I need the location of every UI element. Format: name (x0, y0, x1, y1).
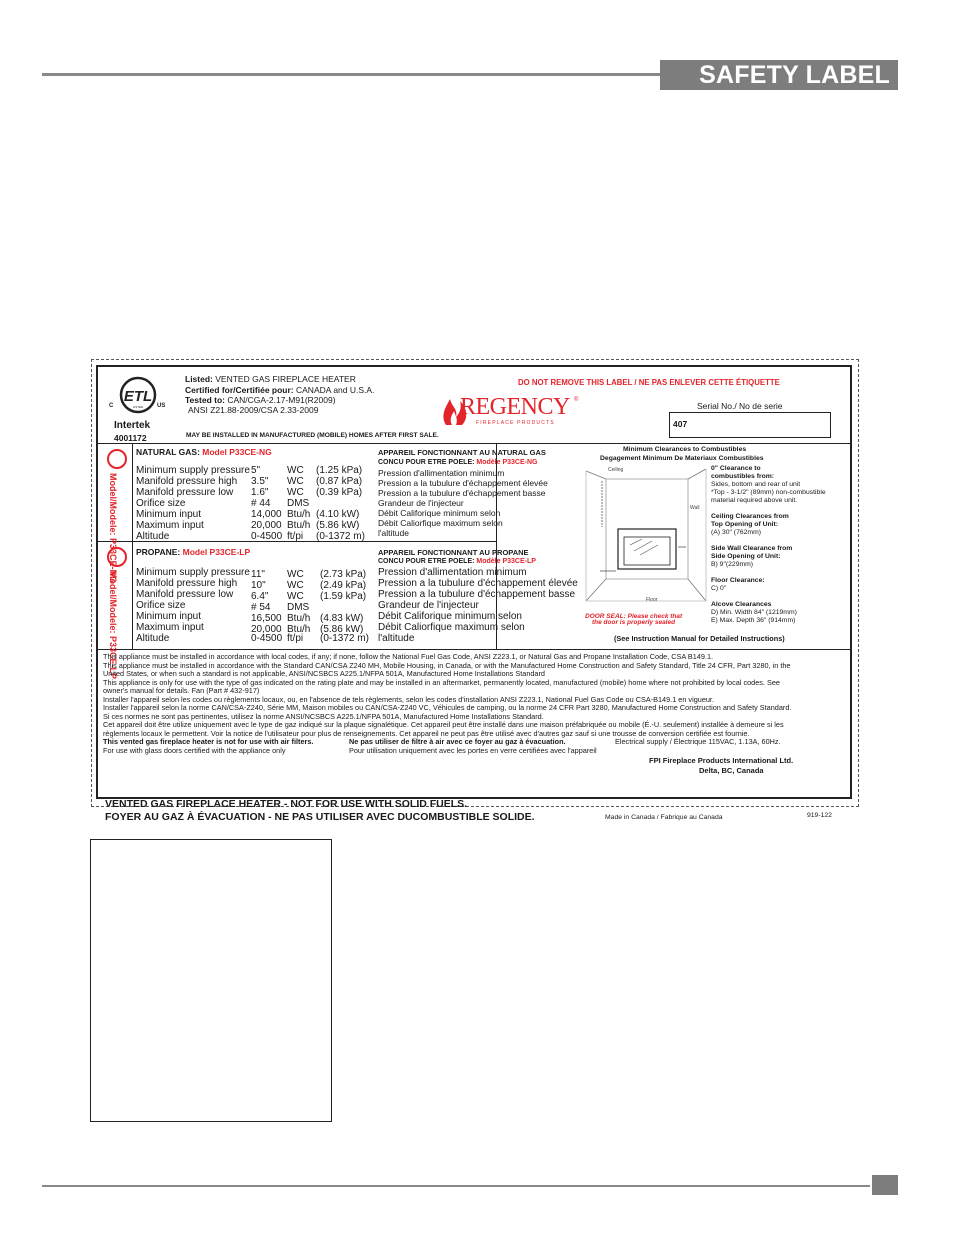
mobile-home-note: MAY BE INSTALLED IN MANUFACTURED (MOBILE) HOMES AFTER FIRST SALE. (186, 432, 439, 439)
cert-number: 4001172 (114, 433, 147, 443)
lp-check-circle (107, 547, 127, 567)
etl-us: US (157, 403, 166, 409)
clearance-title: Minimum Clearances to Combustibles (623, 446, 747, 453)
section-title-box (660, 60, 898, 90)
ng-fr-row: Débit Caliorfique maximum selon (378, 518, 503, 528)
electrical-supply: Electrical supply / Électrique 115VAC, 1.13A, 60Hz. (615, 737, 781, 746)
clearance-line: C) 0" (711, 585, 727, 592)
serial-label: Serial No./ No de serie (697, 401, 783, 411)
lp-heading: PROPANE: Model P33CE-LP (136, 547, 251, 557)
safety-label: ETL LISTED C US Intertek 4001172 Listed: VENTED GAS FIREPLACE HEATER Certified for/Certifiée pour: CANADA and U.S.A. Tested to: CAN/CGA-2.17-M91(R2009) ANSI Z21.88-2009/CSA 2.33-2009 MAY BE INSTALLED IN MANUFACTURED (MOBILE) HOMES AFTER FIRST SALE. DO NOT REMOVE THIS LABEL / NE PAS ENLEVER CETTE ÉTIQUETTE REGENCY ® FIREPLACE PRODUCTS Serial No./ No de serie 407 Model/Modele: P33CE-NG Model/Modele: P33CE-LP NATURAL GAS: Model P33CE-NG Minimum supply pressure 5" WC (1.25 kPa) Manifold pressure high 3.5" WC (0.87 kPa) Manifold pressure low 1.6" WC (0.39 kPa) Orifice size # 44 DMS Minimum input 14,000 Btu/h (4.10 kW) Maximum input 20,000 Btu/h (5.86 kW) Altitude 0-4500 ft/pi (0-1372 m) APPAREIL FONCTIONNANT AU NATURAL GAS CONCU POUR ETRE POELE: Modèle P33CE-NG Pression d'allimentation minimum Pression a la tubulure d'échappement élevée Pression a la tubulure d'échappement basse Grandeur de l'injecteur Débit Califorique minimum selon Débit Caliorfique maximum selon l'altitude PROPANE: Model P33CE-LP Minimum supply pressure 11" WC (2.73 kPa) Manifold pressure high 10" WC (2.49 kPa) Manifold pressure low 6.4" WC (1.59 kPa) Orifice size # 54 DMS Minimum input 16,500 Btu/h (4.83 kW) Maximum input 20,000 Btu/h (5.86 kW) Altitude 0-4500 ft/pi (0-1372 m) APPAREIL FONCTIONNANT AU PROPANE CONCU POUR ETRE POELE: Modèle P33CE-LP Pression d'allimentation minimum Pression a la tubulure d'échappement élevée Pression a la tubulure d'échappement basse Grandeur de l'injecteur Débit Califorique minimum selon Débit Caliorfique maximum selon l'altitude Minimum Clearances to Combustibles Degagement Minimum De Materiaux Combustibles Ceiling Wall Floor DOOR SEAL: Please check that the door is properly sealed 0" Clearance to combustibles from: Sides, bottom and rear of unit *Top - 3-1/2" (89mm) non-combustible material required above unit. Ceiling Clearances from Top Opening of Unit: (A) 30" (762mm) Side Wall Clearance from Side Opening of Unit: B) 9"(229mm) Floor Clearance: C) 0" Alcove Clearances D) Min. Width 84" (1219mm) E) Max. Depth 36" (914mm) (See Instruction Manual for Detailed Instructions) This appliance must be installed in accordance with local codes, if any; if none, follow the National Fuel Gas Code, ANSI Z223.1, or Natural Gas and Propane Installation Code, CSA B149.1. This appliance must be installed in accordance with the Standard CAN/CSA Z240 MH, Mobile Housing, in Canada, or with the Manufactured Home Construction and Safety Standard, Title 24 CFR, Part 3280, in the United States, or when such a standard is not applicable, ANSI/NCSBCS A225.1/NFPA 501A, Manufactured Home Installations Standard This appliance is only for use with the type of gas indicated on the rating plate and may be installed in an aftermarket, permanently located, manufactured (mobile) home where not prohibited by local codes. See owner's manual for details. Fan (Part # 432-917) Installer l'appareil selon les codes ou règlements locaux, ou, en l'absence de tels règlements, selon les codes d'installation ANSI Z223.1, National Fuel Gas Code ou CSA-B149.1 en vigueur. Installer l'appareil selon la norme CAN/CSA-Z240, Série MM, Maison mobiles ou CAN/CSA-Z240 VC, Véhicules de camping, ou la norme 24 CFR Part 3280, Manufactured Home Construction and Safety Standard. Si ces normes ne sont pas pertinentes, utilisez la norme ANSI/NCSBCS A225.1/NFPA 501A, Manufactured Home Installations Standard. Cet appareil doit être utilize uniquement avec le type de gaz indiqué sur la plaque signalétique. Cet appareil peut être installé dans une maison préfabriquée ou mobile (É.-U. seulement) installée à demeure si les règlements locaux le permettent. Voir la notice de l'utilisateur pour plus de renseignements. Cet appareil ne peut pas être utilisé avec d'autres gaz sauf si une trousse de conversion certifiée est fournie. This vented gas fireplace heater is not for use with air filters. Ne pas utiliser de filtre à air avec ce foyer au gaz à évacuation. Electrical supply / Électrique 115VAC, 1.13A, 60Hz. For use with glass doors certified with the appliance only Pour utilisation uniquement avec les portes en verre certifiées avec l'appareil FPI Fireplace Products International Ltd. Delta, BC, Canada VENTED GAS FIREPLACE HEATER - NOT FOR USE WITH SOLID FUELS. FOYER AU GAZ À ÉVACUATION - NE PAS UTILISER AVEC DUCOMBUSTIBLE SOLIDE. Made in Canada / Fabrique au Canada 919-122 (96, 365, 852, 799)
diagram-floor-label: Floor (646, 597, 658, 603)
certified-line: Certified for/Certifiée pour: CANADA and U.S.A. (185, 385, 375, 395)
lp-fr-row: Pression a la tubulure d'échappement basse (378, 589, 576, 600)
made-in-canada: Made in Canada / Fabrique au Canada (605, 814, 723, 821)
air-filter-warning: This vented gas fireplace heater is not for use with air filters. (103, 737, 314, 746)
lp-fr-row: Pression d'allimentation minimum (378, 567, 527, 578)
glass-doors-note-fr: Pour utilisation uniquement avec les portes en verre certifiées avec l'appareil (349, 745, 597, 755)
blank-box (90, 839, 332, 1122)
lp-row: Orifice size (136, 600, 186, 611)
regency-logo (438, 389, 578, 425)
etl-c: C (109, 403, 114, 409)
clearance-line: Floor Clearance: (711, 577, 765, 584)
diagram-ceiling-label: Ceiling (608, 467, 624, 473)
lp-vertical-label: Model/Modele: P33CE-LP (108, 571, 118, 680)
clearance-line: *Top - 3-1/2" (89mm) non-combustible (711, 489, 826, 496)
ng-fr-row: Grandeur de l'injecteur (378, 498, 464, 508)
brand-tagline: FIREPLACE PRODUCTS (476, 420, 555, 426)
ng-fr-row: Pression d'allimentation minimum (378, 468, 505, 478)
clearance-line: B) 9"(229mm) (711, 561, 754, 568)
etl-mark (108, 371, 168, 443)
diagram-wall-label: Wall (690, 505, 700, 511)
intertek-brand: Intertek (114, 420, 151, 431)
lp-row: Minimum supply pressure (136, 567, 250, 578)
paragraph-line: owner's manual for details. Fan (Part # 432-917) (103, 686, 260, 695)
company-location: Delta, BC, Canada (699, 766, 764, 775)
label-part-number: 919-122 (807, 812, 832, 819)
ng-row: Orifice size (136, 498, 186, 509)
ng-row: Manifold pressure low (136, 487, 234, 498)
glass-doors-note: For use with glass doors certified with the appliance only (103, 745, 286, 755)
brand-name: REGENCY (460, 394, 570, 420)
lp-row: Maximum input (136, 622, 204, 633)
solid-fuel-warning: VENTED GAS FIREPLACE HEATER - NOT FOR USE WITH SOLID FUELS. (105, 798, 468, 810)
clearance-instructions-note: (See Instruction Manual for Detailed Instructions) (614, 634, 785, 643)
alcove-diagram-icon (582, 467, 710, 607)
lp-fr-row: Grandeur de l'injecteur (378, 600, 479, 611)
serial-box (669, 412, 831, 438)
brand-reg: ® (574, 397, 579, 403)
clearance-title-fr: Degagement Minimum De Materiaux Combustibles (600, 455, 764, 462)
clearance-line: E) Max. Depth 36" (914mm) (711, 617, 796, 624)
ng-row: Minimum input (136, 509, 202, 520)
clearance-line: 0" Clearance to (711, 465, 761, 472)
clearance-diagram (582, 467, 710, 607)
company-name: FPI Fireplace Products International Ltd. (649, 756, 794, 765)
door-seal-note: DOOR SEAL: Please check that (585, 613, 683, 620)
lp-fr-heading-2: CONCU POUR ETRE POELE: Modèle P33CE-LP (378, 558, 536, 565)
ng-row: Minimum supply pressure (136, 465, 250, 476)
paragraph-line: This appliance must be installed in accordance with local codes, if any; if none, follow the National Fuel Gas Code, ANSI Z223.1, or Natural Gas and Propane Installation Code, CSA B149.1. (103, 652, 714, 661)
paragraph-line: règlements locaux le permettent. Voir la notice de l'utilisateur pour plus de renseignements. Cet appareil ne peut pas être utilisé avec d'autres gaz sauf si une trousse de conversion certifiée est fournie. (103, 728, 750, 738)
lp-row: Minimum input (136, 611, 202, 622)
air-filter-warning-fr: Ne pas utiliser de filtre à air avec ce foyer au gaz à évacuation. (349, 737, 566, 746)
paragraph-line: This appliance must be installed in accordance with the Standard CAN/CSA Z240 MH, Mobile Housing, in Canada, or with the Manufactured Home Construction and Safety Standard, Title 24 CFR, Part 3280, in the (103, 660, 791, 670)
listed-line: Listed: VENTED GAS FIREPLACE HEATER (185, 374, 356, 384)
clearance-line: D) Min. Width 84" (1219mm) (711, 609, 797, 616)
ng-fr-row: Débit Califorique minimum selon (378, 508, 501, 518)
paragraph-line: United States, or when such a standard is not applicable, ANSI/NCSBCS A225.1/NFPA 501A, Manufactured Home Installations Standard (103, 669, 545, 678)
ng-row: Manifold pressure high (136, 476, 238, 487)
clearance-line: combustibles from: (711, 473, 775, 480)
lp-fr-row: Pression a la tubulure d'échappement élevée (378, 578, 578, 589)
paragraph-line: Si ces normes ne sont pas pertinentes, utilisez la norme ANSI/NCSBCS A225.1/NFPA 501A, Manufactured Home Installations Standard. (103, 711, 544, 721)
page-title: SAFETY LABEL (699, 61, 890, 89)
svg-text:ETL: ETL (123, 388, 153, 405)
page-number-box (872, 1175, 898, 1195)
ng-fr-row: Pression a la tubulure d'échappement basse (378, 488, 546, 498)
paragraph-line: This appliance is only for use with the type of gas indicated on the rating plate and may be installed in an aftermarket, permanently located, manufactured (mobile) home where not prohibited by local codes. See (103, 677, 780, 687)
ng-heading: NATURAL GAS: Model P33CE-NG (136, 447, 272, 457)
footer-rule (42, 1185, 870, 1187)
clearance-line: Top Opening of Unit: (711, 521, 779, 528)
svg-text:LISTED: LISTED (132, 405, 144, 409)
lp-row: Manifold pressure high (136, 578, 238, 589)
door-seal-note-2: the door is properly sealed (592, 619, 676, 626)
tested-line: Tested to: CAN/CGA-2.17-M91(R2009) (185, 395, 336, 405)
lp-row: Manifold pressure low (136, 589, 234, 600)
clearance-line: Alcove Clearances (711, 601, 772, 608)
header-rule (42, 73, 660, 76)
ng-check-circle (107, 449, 127, 469)
clearance-line: material required above unit. (711, 497, 798, 504)
lp-row: Altitude (136, 633, 170, 644)
serial-value: 407 (673, 419, 688, 429)
clearance-line: Sides, bottom and rear of unit (711, 481, 801, 488)
lp-fr-row: Débit Caliorfique maximum selon (378, 622, 525, 633)
paragraph-line: Installer l'appareil selon les codes ou règlements locaux, ou, en l'absence de tels règlements, selon les codes d'installation ANSI Z223.1, National Fuel Gas Code ou CSA-B149.1 en vigueur. (103, 694, 714, 704)
lp-fr-row: Débit Califorique minimum selon (378, 611, 522, 622)
tested-line-2: ANSI Z21.88-2009/CSA 2.33-2009 (188, 405, 319, 415)
lp-fr-heading: APPAREIL FONCTIONNANT AU PROPANE (378, 548, 529, 557)
ng-vertical-label: Model/Modele: P33CE-NG (108, 473, 118, 584)
clearance-line: Side Wall Clearance from (711, 545, 793, 552)
ng-fr-row: l'altitude (378, 528, 409, 538)
paragraph-line: Installer l'appareil selon la norme CAN/CSA-Z240, Série MM, Maison mobiles ou CAN/CSA-Z240 VC, Véhicules de camping, ou la norme 24 CFR Part 3280, Manufactured Home Construction and Safety Standard. (103, 703, 792, 712)
ng-fr-row: Pression a la tubulure d'échappement élevée (378, 478, 548, 488)
ng-fr-heading: APPAREIL FONCTIONNANT AU NATURAL GAS (378, 448, 546, 457)
clearance-line: (A) 30" (762mm) (711, 529, 762, 536)
do-not-remove-notice: DO NOT REMOVE THIS LABEL / NE PAS ENLEVER CETTE ÉTIQUETTE (518, 378, 780, 387)
ng-fr-heading-2: CONCU POUR ETRE POELE: Modèle P33CE-NG (378, 459, 538, 466)
ng-row: Maximum input (136, 520, 204, 531)
solid-fuel-warning-fr: FOYER AU GAZ À ÉVACUATION - NE PAS UTILISER AVEC DUCOMBUSTIBLE SOLIDE. (105, 811, 535, 823)
ng-row: Altitude (136, 531, 170, 542)
lp-fr-row: l'altitude (378, 633, 415, 644)
clearance-line: Side Opening of Unit: (711, 553, 781, 560)
etl-logo-icon (108, 371, 168, 421)
paragraph-line: Cet appareil doit être utilize uniquement avec le type de gaz indiqué sur la plaque signalétique. Cet appareil peut être installé dans une maison préfabriquée ou mobile (É.-U. seulement) installée à demeure si les (103, 720, 784, 729)
clearance-line: Ceiling Clearances from (711, 513, 789, 520)
